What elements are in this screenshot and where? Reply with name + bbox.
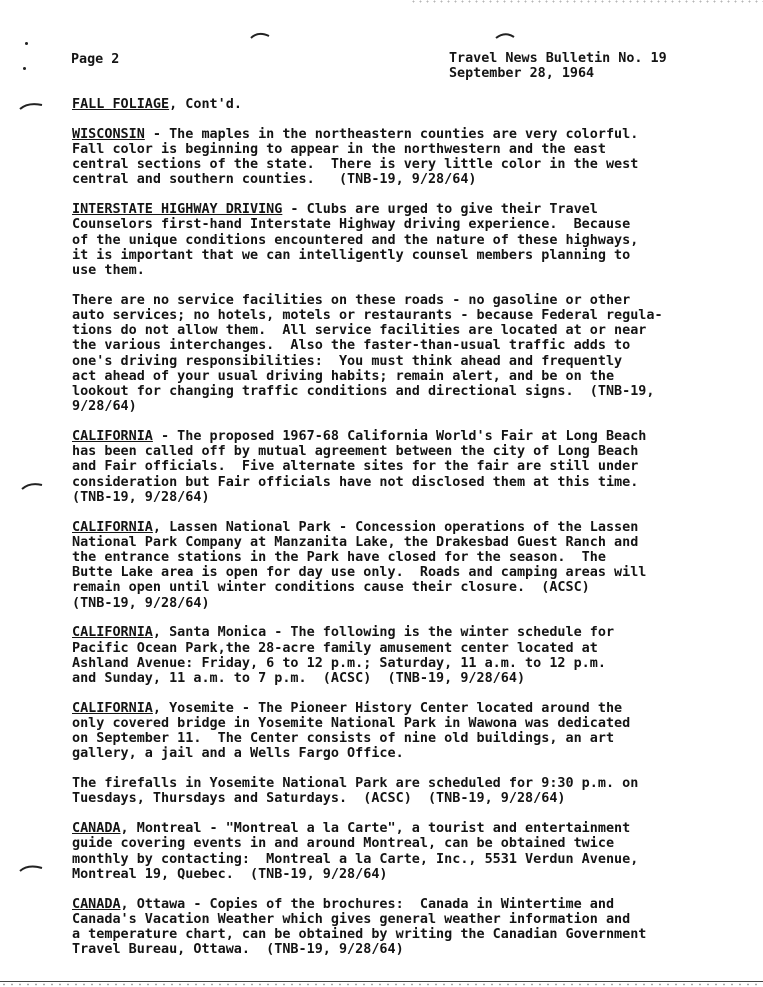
section-heading: CALIFORNIA — [72, 429, 153, 445]
punch-mark-dot — [25, 42, 28, 45]
section-text: , Lassen National Park - Concession operations of the Lassen National Park Company at Manzanita Lake, the Drakesbad Guest Ranch and the entrance stations in the Park have closed for the season. The Butte Lake area is open for day use only. Roads and camping areas will remain open until winter conditions cause their closure. (ACSC) (TNB-19, 9/28/64) — [72, 519, 647, 611]
section-canada-ottawa — [72, 897, 732, 958]
punch-mark-dot — [23, 67, 26, 70]
section-text: , Ottawa - Copies of the brochures: Canada in Wintertime and Canada's Vacation Weather which gives general weather information and a temperature chart, can be obtained by writing the Canadian Government Travel Bureau, Ottawa. (TNB-19, 9/28/64) — [72, 896, 647, 958]
section-fall-foliage — [72, 97, 732, 112]
section-california-yosemite — [72, 701, 732, 762]
bulletin-body — [72, 97, 732, 972]
section-text: , Yosemite - The Pioneer History Center located around the only covered bridge in Yosemite National Park in Wawona was dedicated on September 11. The Center consists of nine old buildings, an art gallery, a jail and a Wells Fargo Office. — [72, 700, 631, 762]
section-text: - The proposed 1967-68 California World's Fair at Long Beach has been called off by mutual agreement between the city of Long Beach and Fair officials. Five alternate sites for the fair are still under consideration but Fair officials have not disclosed them at this time. (TNB-19, 9/28/64) — [72, 429, 647, 505]
section-canada-montreal — [72, 821, 732, 882]
hole-punch-arc — [18, 862, 44, 874]
section-heading: CALIFORNIA — [72, 700, 153, 716]
section-text: , Santa Monica - The following is the winter schedule for Pacific Ocean Park,the 28-acre family amusement center located at Ashland Avenue: Friday, 6 to 12 p.m.; Saturday, 11 a.m. to 12 p.m. and Sunday, 11 a.m. to 7 p.m. (ACSC) (TNB-19, 9/28/64) — [72, 625, 615, 687]
section-text: The firefalls in Yosemite National Park are scheduled for 9:30 p.m. on Tuesdays, Thursdays and Saturdays. (ACSC) (TNB-19, 9/28/64) — [72, 776, 639, 807]
section-heading: INTERSTATE HIGHWAY DRIVING — [72, 202, 283, 218]
section-wisconsin — [72, 127, 732, 188]
page-number: Page 2 — [71, 52, 120, 67]
section-heading: CANADA — [72, 821, 121, 837]
section-heading: CALIFORNIA — [72, 625, 153, 641]
section-interstate-highway — [72, 202, 732, 278]
section-text: , Montreal - "Montreal a la Carte", a tourist and entertainment guide covering events in and around Montreal, can be obtained twice monthly by contacting: Montreal a la Carte, Inc., 5531 Verdun Avenue, Montreal 19, Quebec. (TNB-19, 9/28/64) — [72, 821, 639, 882]
bulletin-title: Travel News Bulletin No. 19 — [449, 51, 667, 66]
section-text: , Cont'd. — [169, 97, 242, 112]
section-california-santa-monica — [72, 625, 732, 686]
bottom-edge-dots — [0, 983, 763, 986]
section-text: - The maples in the northeastern counties are very colorful. Fall color is beginning to appear in the northwestern and the east central sections of the state. There is very little color in the west central and southern counties. (TNB-19, 9/28/64) — [72, 126, 639, 188]
section-california-lassen — [72, 520, 732, 611]
section-yosemite-firefalls — [72, 776, 732, 806]
bulletin-header — [449, 51, 667, 81]
bulletin-date: September 28, 1964 — [449, 66, 595, 81]
section-text: - Clubs are urged to give their Travel Counselors first-hand Interstate Highway driving experience. Because of the unique conditions encountered and the nature of these highways, it is important that we can intelligently counsel members planning to use them. — [72, 202, 639, 279]
section-california-worlds-fair — [72, 429, 732, 505]
hole-punch-arc — [20, 480, 44, 492]
section-heading: FALL FOLIAGE — [72, 97, 170, 112]
hole-punch-arc — [18, 100, 44, 112]
section-text: There are no service facilities on these roads - no gasoline or other auto services; no hotels, motels or restaurants - because Federal regula- tions do not allow them. All service facilities are located at or near the various interchanges. Also the faster-than-usual traffic adds to one's driving responsibilities: You must think ahead and frequently act ahead of your usual driving habits; remain alert, and be on the lookout for changing traffic conditions and directional signs. (TNB-19, 9/28/64) — [72, 292, 663, 415]
hole-punch-arc — [494, 30, 516, 40]
section-heading: CALIFORNIA — [72, 519, 153, 535]
section-heading: CANADA — [72, 896, 121, 912]
hole-punch-arc — [249, 30, 271, 40]
section-interstate-highway-cont — [72, 293, 732, 415]
section-heading: WISCONSIN — [72, 126, 145, 142]
bottom-rule — [0, 981, 763, 982]
top-edge-dots — [410, 0, 763, 3]
